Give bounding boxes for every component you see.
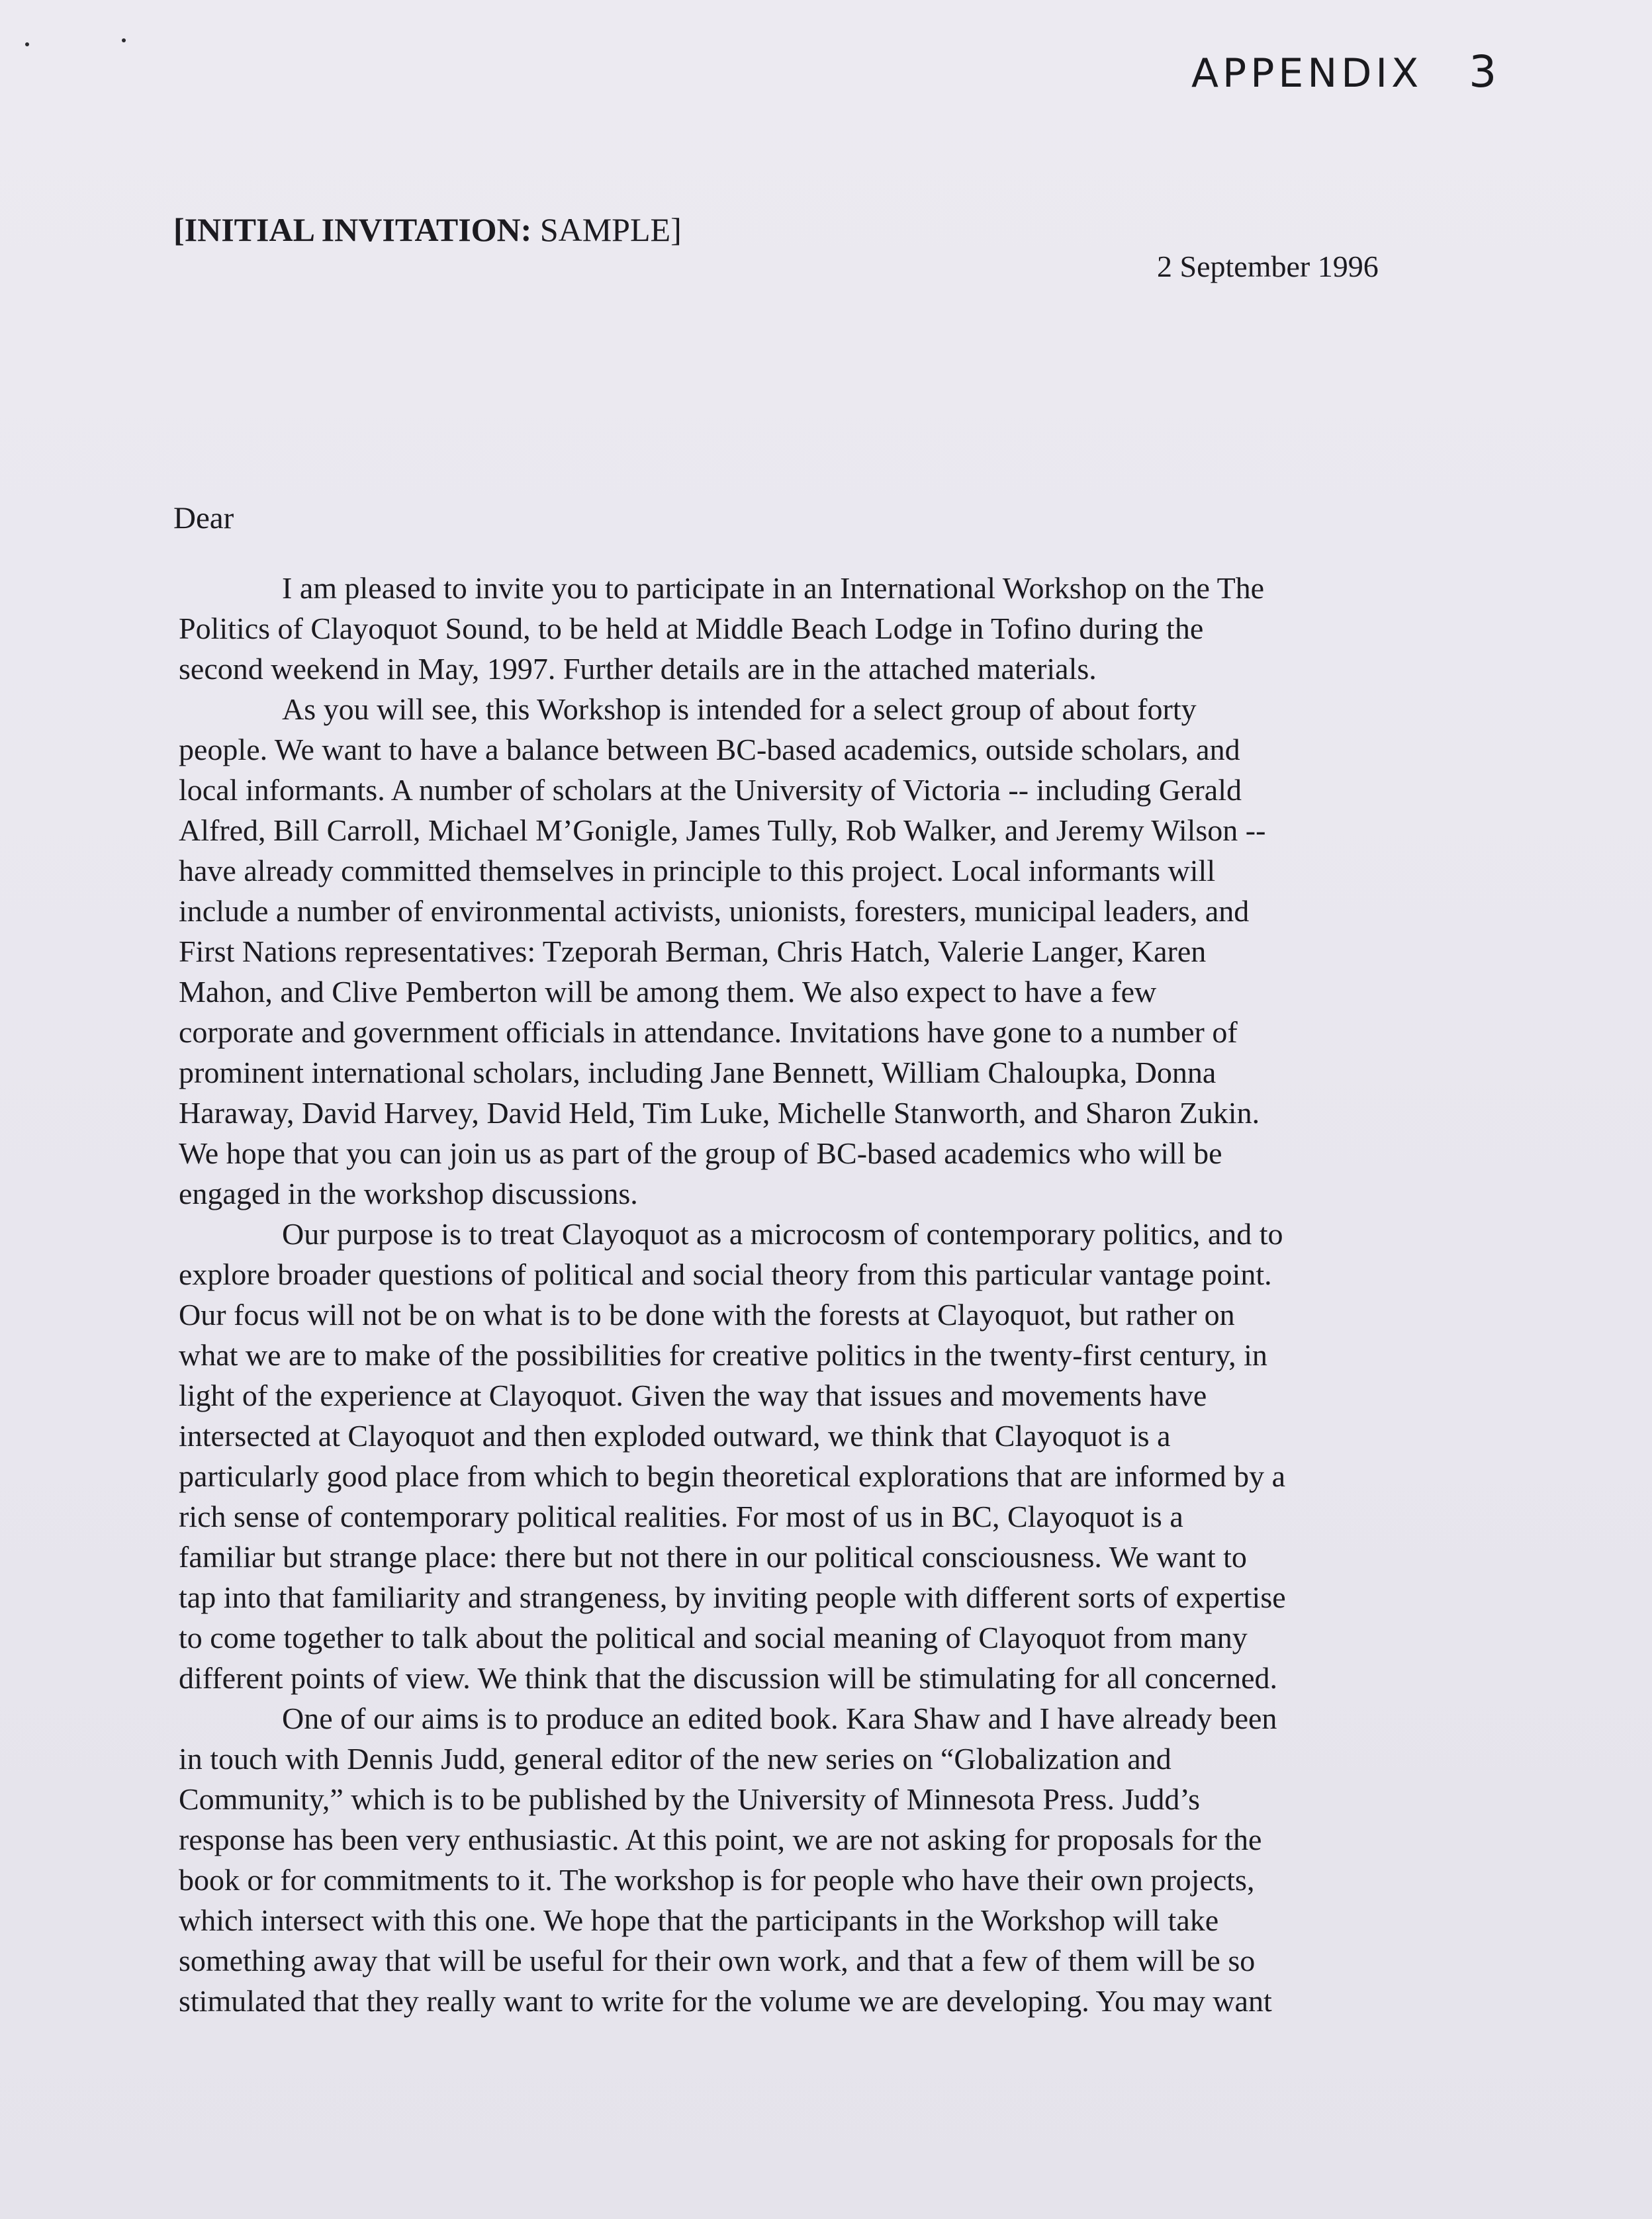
body-line: response has been very enthusiastic. At this point, we are not asking for proposals for the [179,1823,1262,1856]
body-line: stimulated that they really want to write for the volume we are developing. You may want [179,1984,1272,2018]
body-line: Our focus will not be on what is to be done with the forests at Clayoquot, but rather on [179,1298,1235,1332]
body-line: Alfred, Bill Carroll, Michael M’Gonigle, James Tully, Rob Walker, and Jeremy Wilson -- [179,813,1266,847]
body-line: to come together to talk about the political and social meaning of Clayoquot from many [179,1621,1248,1654]
body-line: As you will see, this Workshop is intended for a select group of about forty [282,692,1197,726]
body-line: I am pleased to invite you to participate in an International Workshop on the The [282,571,1265,605]
body-line: book or for commitments to it. The workshop is for people who have their own projects, [179,1863,1255,1897]
appendix-number: 3 [1469,46,1501,97]
letter-salutation: Dear [173,501,234,535]
heading-rest-part: SAMPLE] [531,211,682,248]
body-line: in touch with Dennis Judd, general editor of the new series on “Globalization and [179,1742,1171,1776]
scan-speck [122,38,126,42]
letter-date: 2 September 1996 [1157,249,1379,283]
handwritten-appendix-note [1191,46,1500,97]
letter-heading [173,210,682,249]
body-line: something away that will be useful for their own work, and that a few of them will be so [179,1944,1256,1977]
body-line: tap into that familiarity and strangeness, by inviting people with different sorts of expertise [179,1580,1286,1614]
body-line: prominent international scholars, including Jane Bennett, William Chaloupka, Donna [179,1056,1216,1089]
body-line: second weekend in May, 1997. Further details are in the attached materials. [179,652,1097,686]
body-line: different points of view. We think that the discussion will be stimulating for all concerned. [179,1661,1278,1695]
body-line: Haraway, David Harvey, David Held, Tim Luke, Michelle Stanworth, and Sharon Zukin. [179,1096,1260,1130]
body-line: what we are to make of the possibilities for creative politics in the twenty-first century, in [179,1338,1267,1372]
body-line: intersected at Clayoquot and then exploded outward, we think that Clayoquot is a [179,1419,1171,1453]
body-line: particularly good place from which to begin theoretical explorations that are informed by a [179,1459,1286,1493]
appendix-label: APPENDIX [1191,50,1423,97]
heading-bold-part: [INITIAL INVITATION: [173,211,532,248]
body-line: light of the experience at Clayoquot. Given the way that issues and movements have [179,1379,1207,1412]
body-line: We hope that you can join us as part of the group of BC-based academics who will be [179,1136,1222,1170]
body-line: Mahon, and Clive Pemberton will be among them. We also expect to have a few [179,975,1157,1009]
body-line: rich sense of contemporary political realities. For most of us in BC, Clayoquot is a [179,1500,1183,1533]
body-line: Our purpose is to treat Clayoquot as a microcosm of contemporary politics, and to [282,1217,1283,1251]
body-line: local informants. A number of scholars at the University of Victoria -- including Gerald [179,773,1242,807]
body-line: have already committed themselves in principle to this project. Local informants will [179,854,1216,887]
body-line: Politics of Clayoquot Sound, to be held at Middle Beach Lodge in Tofino during the [179,611,1204,645]
body-line: corporate and government officials in attendance. Invitations have gone to a number of [179,1015,1238,1049]
body-line: include a number of environmental activists, unionists, foresters, municipal leaders, and [179,894,1250,928]
body-line: which intersect with this one. We hope that the participants in the Workshop will take [179,1903,1219,1937]
body-line: One of our aims is to produce an edited book. Kara Shaw and I have already been [282,1701,1277,1735]
body-line: Community,” which is to be published by the University of Minnesota Press. Judd’s [179,1782,1201,1816]
body-line: First Nations representatives: Tzeporah Berman, Chris Hatch, Valerie Langer, Karen [179,934,1207,968]
body-line: familiar but strange place: there but not there in our political consciousness. We want to [179,1540,1247,1574]
body-line: people. We want to have a balance between BC-based academics, outside scholars, and [179,733,1240,766]
body-line: explore broader questions of political and social theory from this particular vantage point. [179,1257,1272,1291]
scan-speck [25,42,29,46]
letter-body [179,568,1410,2021]
body-line: engaged in the workshop discussions. [179,1177,638,1210]
